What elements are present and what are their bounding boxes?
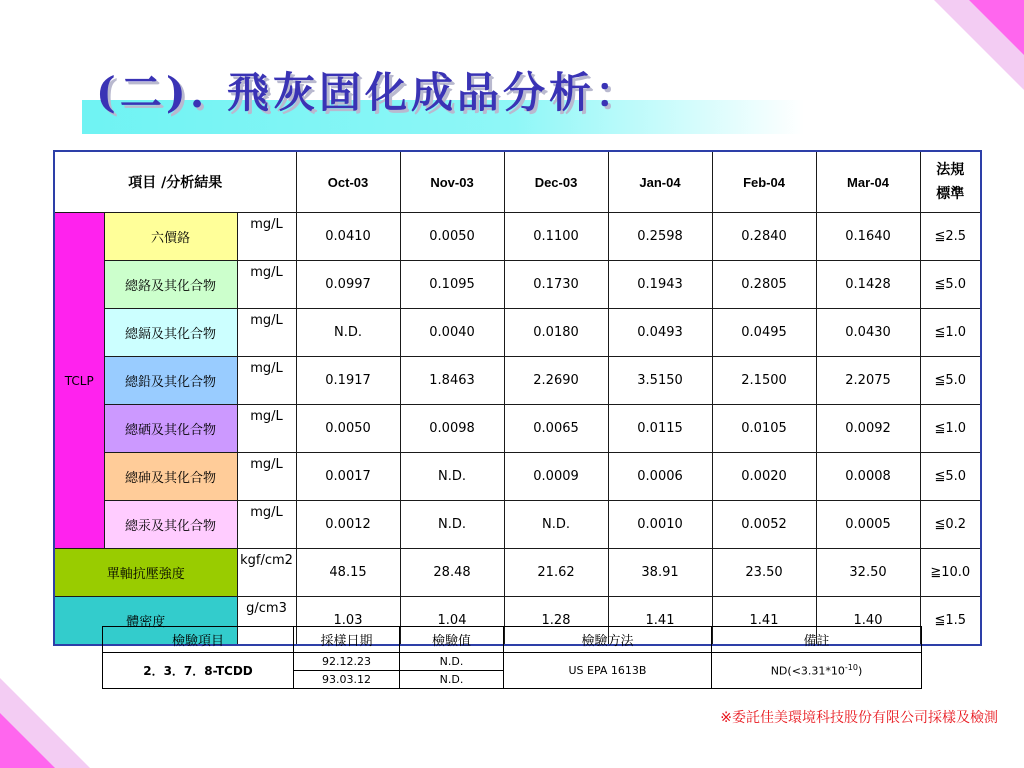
footnote: ※委託佳美環境科技股份有限公司採樣及檢測 [720, 710, 998, 726]
row-value: 1.41 [608, 597, 712, 646]
row-standard: ≦5.0 [920, 453, 981, 501]
row-value: 0.0052 [712, 501, 816, 549]
row-value: 0.0020 [712, 453, 816, 501]
row-value: 0.0006 [608, 453, 712, 501]
row-item-name: 總鉻及其化合物 [104, 261, 237, 309]
row-value: 0.0012 [296, 501, 400, 549]
table-row [54, 453, 981, 501]
row-standard: ≦2.5 [920, 213, 981, 261]
row-value: 48.15 [296, 549, 400, 597]
row-value: 28.48 [400, 549, 504, 597]
row-value: 0.1640 [816, 213, 920, 261]
row-standard: ≦1.0 [920, 405, 981, 453]
row-unit: mg/L [237, 261, 296, 309]
row-value: 0.0430 [816, 309, 920, 357]
row-value: 0.0040 [400, 309, 504, 357]
table-row [54, 501, 981, 549]
table-row [54, 405, 981, 453]
corner-decoration-bottom-left [0, 658, 90, 768]
row-value: 2.1500 [712, 357, 816, 405]
row-value: 0.0997 [296, 261, 400, 309]
table-row [54, 213, 981, 261]
tclp-group-label: TCLP [54, 213, 104, 549]
row-value: N.D. [504, 501, 608, 549]
row-value: 2.2075 [816, 357, 920, 405]
row-value: 0.0009 [504, 453, 608, 501]
row-unit: g/cm3 [237, 597, 296, 646]
month-header: Feb-04 [712, 151, 816, 213]
row-value: N.D. [400, 453, 504, 501]
row-value: 0.1943 [608, 261, 712, 309]
row-item-name: 六價鉻 [104, 213, 237, 261]
lab-remark-base: ND(<3.31*10 [770, 664, 845, 678]
row-unit: mg/L [237, 309, 296, 357]
row-item-name: 總硒及其化合物 [104, 405, 237, 453]
row-value: N.D. [296, 309, 400, 357]
table-row [54, 549, 981, 597]
lab-value: N.D. [400, 653, 504, 671]
row-value: 0.0092 [816, 405, 920, 453]
lab-remark-exponent: -10 [844, 663, 858, 673]
row-value: 0.0050 [296, 405, 400, 453]
row-item-name: 總砷及其化合物 [104, 453, 237, 501]
row-value: 0.2840 [712, 213, 816, 261]
lab-item: 2．3．7．8-TCDD [103, 653, 294, 689]
row-value: 0.0050 [400, 213, 504, 261]
row-value: 1.8463 [400, 357, 504, 405]
row-value: 1.03 [296, 597, 400, 646]
row-item-name: 總鎘及其化合物 [104, 309, 237, 357]
row-standard: ≦1.0 [920, 309, 981, 357]
row-value: 0.1428 [816, 261, 920, 309]
row-value: 0.0005 [816, 501, 920, 549]
row-value: 0.0495 [712, 309, 816, 357]
row-value: 0.1730 [504, 261, 608, 309]
row-item-name: 單軸抗壓強度 [54, 549, 237, 597]
standard-header-line1: 法規 [936, 162, 965, 178]
row-value: 0.2598 [608, 213, 712, 261]
lab-header-date: 採樣日期 [294, 627, 400, 653]
row-unit: mg/L [237, 453, 296, 501]
row-standard: ≦5.0 [920, 261, 981, 309]
row-value: 0.1917 [296, 357, 400, 405]
row-standard: ≦5.0 [920, 357, 981, 405]
row-standard: ≦1.5 [920, 597, 981, 646]
table-row [54, 357, 981, 405]
row-value: 0.2805 [712, 261, 816, 309]
month-header: Oct-03 [296, 151, 400, 213]
standard-header [920, 151, 981, 213]
lab-date: 92.12.23 [294, 653, 400, 671]
row-value: 0.0105 [712, 405, 816, 453]
row-value: 23.50 [712, 549, 816, 597]
dioxin-test-table [102, 626, 922, 689]
row-value: 1.04 [400, 597, 504, 646]
table-row [54, 261, 981, 309]
corner-decoration-top-right [914, 0, 1024, 110]
row-value: 32.50 [816, 549, 920, 597]
row-standard: ≧10.0 [920, 549, 981, 597]
row-value: 0.0098 [400, 405, 504, 453]
lab-header-row [103, 627, 922, 653]
lab-date: 93.03.12 [294, 671, 400, 689]
row-value: 2.2690 [504, 357, 608, 405]
lab-row [103, 653, 922, 671]
row-value: 0.0115 [608, 405, 712, 453]
page-title: (二). 飛灰固化成品分析： [96, 68, 641, 117]
lab-header-value: 檢驗值 [400, 627, 504, 653]
row-value: 0.0017 [296, 453, 400, 501]
row-item-name: 體密度 [54, 597, 237, 646]
row-value: 0.0008 [816, 453, 920, 501]
lab-remark-close: ) [857, 664, 863, 678]
row-value: 0.0010 [608, 501, 712, 549]
standard-header-line2: 標準 [936, 186, 965, 202]
row-item-name: 總汞及其化合物 [104, 501, 237, 549]
row-unit: mg/L [237, 357, 296, 405]
table-header-row [54, 151, 981, 213]
row-unit: kgf/cm2 [237, 549, 296, 597]
row-standard: ≦0.2 [920, 501, 981, 549]
lab-header-item: 檢驗項目 [103, 627, 294, 653]
month-header: Nov-03 [400, 151, 504, 213]
row-value: 1.41 [712, 597, 816, 646]
row-unit: mg/L [237, 501, 296, 549]
month-header: Dec-03 [504, 151, 608, 213]
row-item-name: 總鉛及其化合物 [104, 357, 237, 405]
month-header: Jan-04 [608, 151, 712, 213]
row-unit: mg/L [237, 213, 296, 261]
lab-header-method: 檢驗方法 [504, 627, 712, 653]
row-value: 0.0410 [296, 213, 400, 261]
lab-value: N.D. [400, 671, 504, 689]
row-value: 0.1100 [504, 213, 608, 261]
table-row [54, 309, 981, 357]
month-header: Mar-04 [816, 151, 920, 213]
header-item-label: 項目 /分析結果 [54, 151, 296, 213]
lab-method: US EPA 1613B [504, 653, 712, 689]
row-unit: mg/L [237, 405, 296, 453]
row-value: 0.0493 [608, 309, 712, 357]
row-value: 1.40 [816, 597, 920, 646]
row-value: 38.91 [608, 549, 712, 597]
row-value: 1.28 [504, 597, 608, 646]
row-value: 21.62 [504, 549, 608, 597]
row-value: 0.0065 [504, 405, 608, 453]
row-value: N.D. [400, 501, 504, 549]
row-value: 3.5150 [608, 357, 712, 405]
analysis-table [53, 150, 982, 646]
row-value: 0.1095 [400, 261, 504, 309]
row-value: 0.0180 [504, 309, 608, 357]
lab-header-remark: 備註 [712, 627, 922, 653]
lab-remark [712, 653, 922, 689]
